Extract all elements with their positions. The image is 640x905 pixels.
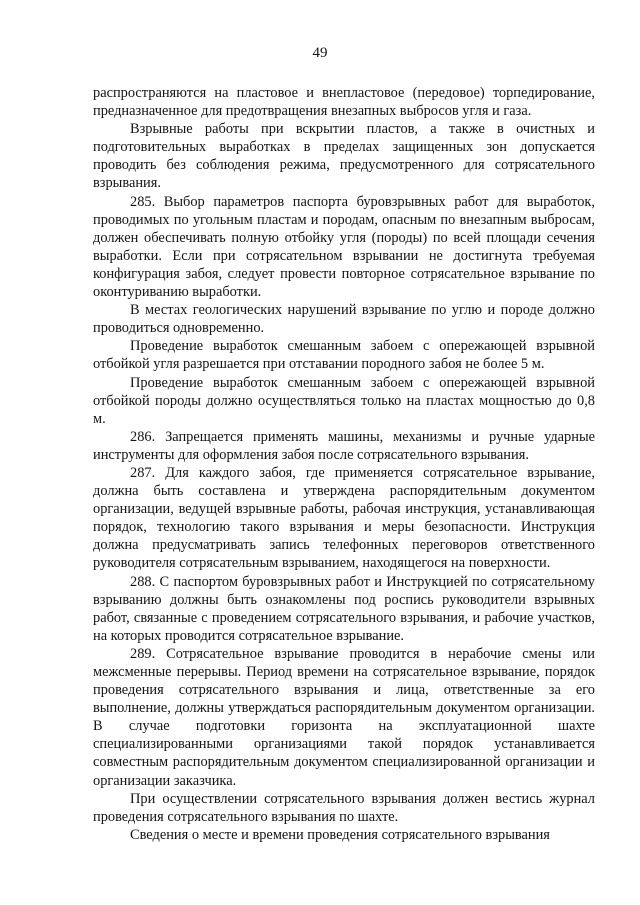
paragraph-journal: При осуществлении сотрясательного взрывания должен вестись журнал проведения сотрясательного взрывания по шахте. bbox=[93, 790, 595, 825]
paragraph-286: 286. Запрещается применять машины, механизмы и ручные ударные инструменты для оформления забоя после сотрясательного взрывания. bbox=[93, 428, 595, 463]
paragraph-289: 289. Сотрясательное взрывание проводится в нерабочие смены или межсменные перерывы. Период времени на сотрясательное взрывание, порядок проведения сотрясательного взрывания и лица, ответственные за его выполнение, должны утверждаться распорядительным документом организации. В случае подготовки горизонта на эксплуатационной шахте специализированными организациями такой порядок устанавливается совместным распорядительным документом специализированной организации и организации заказчика. bbox=[93, 645, 595, 789]
paragraph-288: 288. С паспортом буровзрывных работ и Инструкцией по сотрясательному взрыванию должны быть ознакомлены под роспись руководители взрывных работ, связанные с проведением сотрясательного взрывания, и рабочие участков, на которых проводится сотрясательное взрывание. bbox=[93, 573, 595, 644]
page-number: 49 bbox=[312, 45, 328, 61]
paragraph-coal-face-lag: Проведение выработок смешанным забоем с опережающей взрывной отбойкой угля разрешается при отставании породного забоя не более 5 м. bbox=[93, 338, 595, 373]
body-text bbox=[93, 84, 595, 844]
paragraph-287: 287. Для каждого забоя, где применяется сотрясательное взрывание, должна быть составлена и утверждена распорядительным документом организации, ведущей взрывные работы, рабочая инструкция, устанавливающая порядок, технологию такого взрывания и меры безопасности. Инструкция должна предусматривать запись телефонных переговоров ответственного руководителя сотрясательным взрыванием, находящегося на поверхности. bbox=[93, 464, 595, 572]
paragraph-continuation: распространяются на пластовое и внепластовое (передовое) торпедирование, предназначенное для предотвращения внезапных выбросов угля и газа. bbox=[93, 85, 595, 120]
paragraph-protected-zones: Взрывные работы при вскрытии пластов, а также в очистных и подготовительных выработках в пределах защищенных зон допускается проводить без соблюдения режима, предусмотренного для сотрясательного взрывания. bbox=[93, 121, 595, 192]
paragraph-geological-faults: В местах геологических нарушений взрывание по углю и породе должно проводиться одновременно. bbox=[93, 302, 595, 337]
paragraph-info-place-time: Сведения о месте и времени проведения сотрясательного взрывания bbox=[130, 826, 550, 843]
paragraph-285: 285. Выбор параметров паспорта буровзрывных работ для выработок, проводимых по угольным пластам и породам, опасным по внезапным выбросам, должен обеспечивать полную отбойку угля (породы) по всей площади сечения выработки. Если при сотрясательном взрывании не достигнута требуемая конфигурация забоя, следует провести повторное сотрясательное взрывание по оконтуриванию выработки. bbox=[93, 193, 595, 301]
paragraph-rock-face: Проведение выработок смешанным забоем с опережающей взрывной отбойкой породы должно осуществляться только на пластах мощностью до 0,8 м. bbox=[93, 374, 595, 427]
